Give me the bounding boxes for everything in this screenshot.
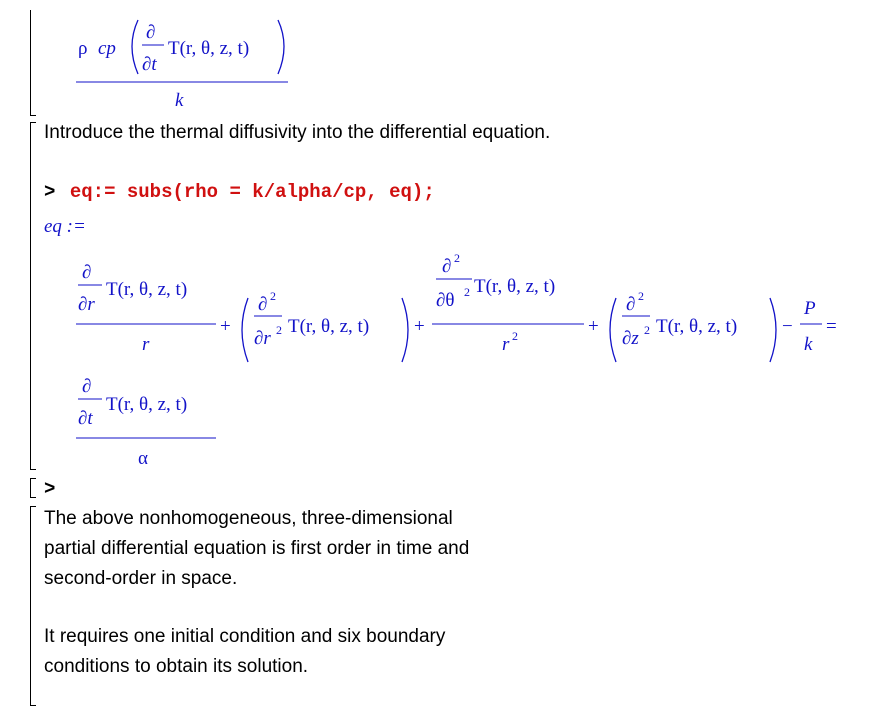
t4-left-paren bbox=[610, 298, 616, 362]
t2-sup: 2 bbox=[270, 289, 276, 303]
rhs-dt: ∂t bbox=[78, 408, 93, 429]
t3-dtheta: ∂θ bbox=[436, 290, 455, 311]
t4-dz: ∂z bbox=[622, 328, 639, 349]
t4-func: T(r, θ, z, t) bbox=[656, 316, 738, 337]
t1-partial: ∂ bbox=[82, 262, 92, 283]
dt-symbol: ∂t bbox=[142, 54, 157, 75]
equation-rhs bbox=[70, 370, 230, 470]
assignment-label: eq := bbox=[44, 216, 86, 237]
source-P: P bbox=[804, 298, 816, 319]
t3-partial: ∂ bbox=[442, 256, 452, 277]
cp-symbol: cp bbox=[98, 38, 116, 59]
t4-dz-sup: 2 bbox=[644, 323, 650, 337]
execution-group-bracket-1[interactable] bbox=[30, 122, 31, 470]
source-k: k bbox=[804, 334, 813, 355]
t2-left-paren bbox=[242, 298, 248, 362]
plus-1: + bbox=[220, 316, 231, 337]
t3-sup: 2 bbox=[454, 251, 460, 265]
t2-right-paren bbox=[402, 298, 408, 362]
top-output-math bbox=[70, 10, 300, 116]
section-text-introduce: Introduce the thermal diffusivity into the differential equation. bbox=[44, 122, 551, 143]
right-paren bbox=[278, 20, 284, 74]
prompt-symbol: > bbox=[44, 181, 56, 203]
para1-line2: partial differential equation is first order in time and bbox=[44, 538, 470, 559]
t2-dr-sup: 2 bbox=[276, 323, 282, 337]
t4-right-paren bbox=[770, 298, 776, 362]
t1-den: r bbox=[142, 334, 150, 355]
partial-symbol: ∂ bbox=[146, 22, 156, 43]
output-group-bracket bbox=[30, 10, 31, 116]
t3-dtheta-sup: 2 bbox=[464, 285, 470, 299]
t1-func: T(r, θ, z, t) bbox=[106, 279, 188, 300]
t3-func: T(r, θ, z, t) bbox=[474, 276, 556, 297]
function-T: T(r, θ, z, t) bbox=[168, 38, 250, 59]
t2-dr: ∂r bbox=[254, 328, 271, 349]
equals-sign: = bbox=[826, 316, 837, 337]
para1-line3: second-order in space. bbox=[44, 568, 238, 589]
description-paragraph-1 bbox=[44, 504, 469, 594]
rhs-func: T(r, θ, z, t) bbox=[106, 394, 188, 415]
description-paragraph-2 bbox=[44, 622, 445, 682]
rho-symbol: ρ bbox=[78, 38, 88, 59]
minus-sign: − bbox=[782, 316, 793, 337]
t3-den: r bbox=[502, 334, 510, 355]
plus-3: + bbox=[588, 316, 599, 337]
plus-2: + bbox=[414, 316, 425, 337]
command-input[interactable]: eq:= subs(rho = k/alpha/cp, eq); bbox=[69, 181, 435, 203]
empty-prompt[interactable]: > bbox=[44, 478, 56, 500]
para2-line1: It requires one initial condition and six boundary bbox=[44, 626, 446, 647]
para1-line1: The above nonhomogeneous, three-dimensional bbox=[44, 508, 453, 529]
denominator-k: k bbox=[175, 90, 184, 111]
t2-func: T(r, θ, z, t) bbox=[288, 316, 370, 337]
execution-group-bracket-2[interactable] bbox=[30, 478, 31, 498]
t4-partial: ∂ bbox=[626, 294, 636, 315]
t1-dr: ∂r bbox=[78, 294, 95, 315]
equation-output bbox=[70, 248, 860, 372]
rhs-den-alpha: α bbox=[138, 448, 148, 469]
t3-den-sup: 2 bbox=[512, 329, 518, 343]
left-paren bbox=[132, 20, 138, 74]
text-group-bracket-3[interactable] bbox=[30, 506, 31, 706]
t4-sup: 2 bbox=[638, 289, 644, 303]
t2-partial: ∂ bbox=[258, 294, 268, 315]
rhs-partial: ∂ bbox=[82, 376, 92, 397]
para2-line2: conditions to obtain its solution. bbox=[44, 656, 309, 677]
input-line[interactable] bbox=[44, 180, 435, 205]
